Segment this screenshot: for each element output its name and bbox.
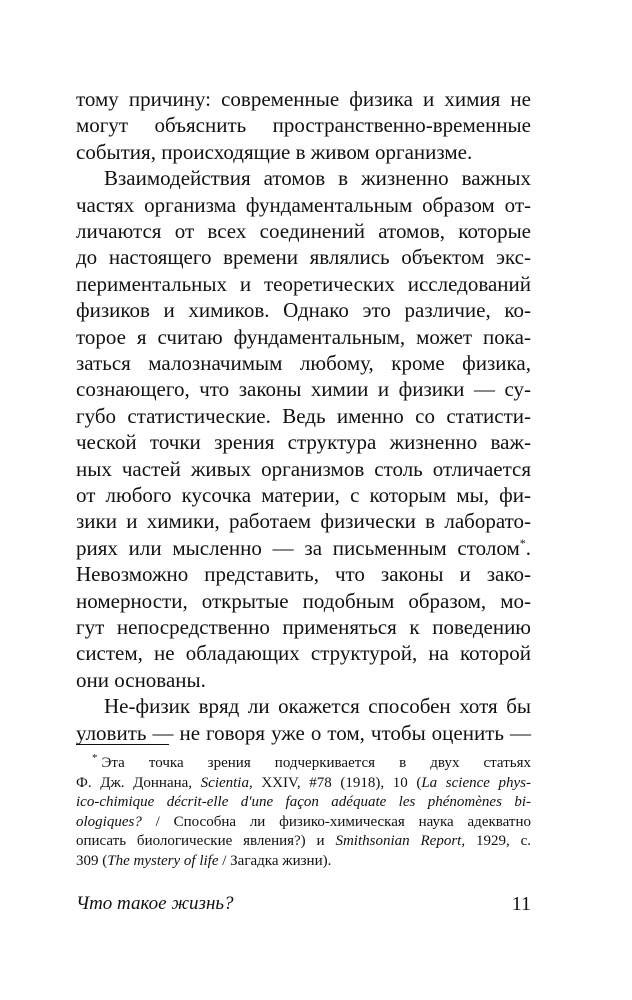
text-line: события, происходящие в живом организме. [76,140,473,164]
text-line: они основаны. [76,668,206,692]
footnote-line: ologiques? / Способна ли физико-химическая наука адекватно [76,814,531,830]
text-line: уловить — не говоря уже о том, чтобы оценить — [76,721,531,745]
text-line: номерности, открытые подобным образом, мо- [76,589,531,613]
text-line: физиков и химиков. Однако это различие, ко- [76,298,531,322]
text-line: тому причину: современные физика и химия не [76,87,531,111]
text-segment: риях или мысленно — за письменным столом [76,536,520,560]
paragraph-start-line: Взаимодействия атомов в жизненно важных [104,166,531,190]
text-line: Невозможно представить, что законы и зако- [76,562,531,586]
text-line: ческой точки зрения структура жизненно важ- [76,430,531,454]
footnote-line: Ф. Дж. Доннана, Scientia, XXIV, #78 (1918), 10 (La science phys- [76,775,532,791]
text-line-with-footnote-ref: риях или мысленно — за письменным столом*. [76,536,531,560]
text-line: губо статистические. Ведь именно со статисти- [76,404,531,428]
text-line: систем, не обладающих структурой, на которой [76,641,531,665]
text-line: зики и химики, работаем физически в лаборато- [76,509,531,533]
footnote-line: описать биологические явления?) и Smithsonian Report, 1929, с. [76,833,531,849]
text-line: до настоящего времени являлись объектом экс- [76,245,531,269]
text-line: торое я считаю фундаментальным, может пока- [76,325,531,349]
footnote-marker: * [92,752,98,764]
paragraph-start-line: Не-физик вряд ли окажется способен хотя бы [104,694,531,718]
text-line: от любого кусочка материи, с которым мы, фи- [76,483,531,507]
footnote-rule [76,744,169,745]
text-line: заться малозначимым любому, кроме физика, [76,351,531,375]
footnote-reference: * [519,536,526,550]
footnote-line: 309 (The mystery of life / Загадка жизни). [76,853,332,869]
text-line: периментальных и теоретических исследований [76,272,531,296]
running-footer-title: Что такое жизнь? [76,893,234,914]
text-line: ных частей живых организмов столь отличается [76,457,531,481]
text-line: могут объяснить пространственно-временные [76,113,531,137]
page-number: 11 [511,893,531,915]
text-line: сознающего, что законы химии и физики — су- [76,377,531,401]
footnote-line: ico-chimique décrit-elle d'une façon adéquate les phénomènes bi- [76,794,531,810]
text-line: частях организма фундаментальным образом от- [76,193,531,217]
text-line: личаются от всех соединений атомов, которые [76,219,531,243]
footnote-line: * Эта точка зрения подчеркивается в двух статьях [92,752,531,771]
text-line: гут непосредственно применяться к поведению [76,615,531,639]
